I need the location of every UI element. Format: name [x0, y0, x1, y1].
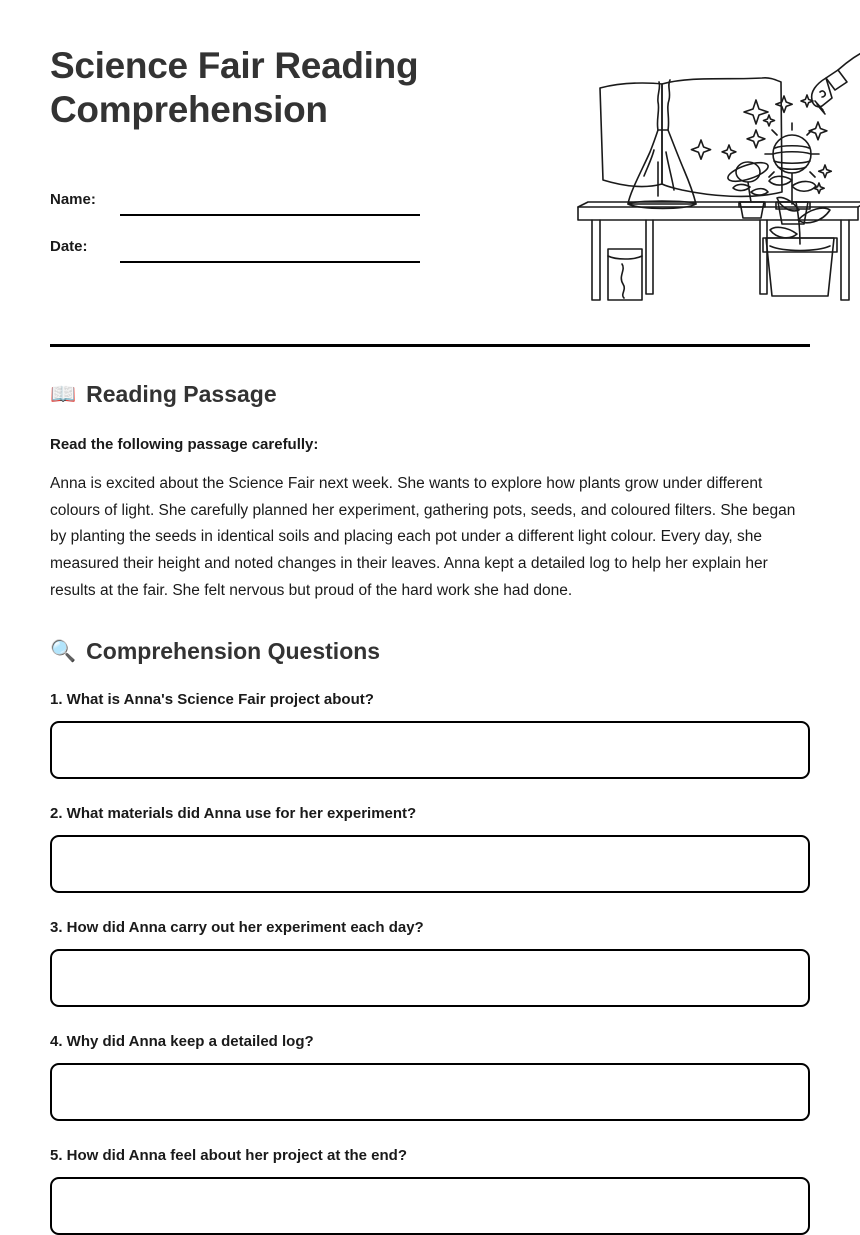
- question-text: 3. How did Anna carry out her experiment each day?: [50, 919, 424, 937]
- passage-text: Anna is excited about the Science Fair next week. She wants to explore how plants grow under different colours of light. She carefully planned her experiment, gathering pots, seeds, and coloured filters. She began by planting the seeds in identical soils and placing each pot under a different light colour. Every day, she measured their height and noted changes in their leaves. Anna kept a detailed log to help her explain her results at the fair. She felt nervous but proud of the hard work she had done.: [50, 475, 796, 599]
- answer-box[interactable]: [50, 835, 810, 893]
- answer-box[interactable]: [50, 949, 810, 1007]
- reading-instruction: Read the following passage carefully:: [50, 436, 319, 453]
- header-divider: [50, 344, 810, 347]
- page-title: Science Fair Reading Comprehension: [50, 45, 419, 131]
- reading-passage-heading: [50, 381, 810, 408]
- answer-box[interactable]: [50, 1177, 810, 1235]
- question-item: [50, 1147, 810, 1235]
- question-text: 1. What is Anna's Science Fair project about?: [50, 691, 374, 709]
- question-item: [50, 919, 810, 1007]
- date-input[interactable]: [120, 261, 420, 263]
- comprehension-questions-heading: [50, 638, 810, 665]
- open-book-icon: 📖: [50, 382, 77, 406]
- question-text: 4. Why did Anna keep a detailed log?: [50, 1033, 314, 1051]
- name-field-row: [50, 169, 470, 216]
- questions-list: [50, 691, 810, 1235]
- name-input[interactable]: [120, 214, 420, 216]
- header-text-column: [50, 44, 470, 263]
- answer-box[interactable]: [50, 721, 810, 779]
- science-fair-table-illustration: [570, 44, 860, 314]
- reading-passage-heading-label: Reading Passage: [86, 381, 277, 407]
- comprehension-questions-heading-label: Comprehension Questions: [86, 638, 381, 665]
- answer-box[interactable]: [50, 1063, 810, 1121]
- question-item: [50, 805, 810, 893]
- question-item: [50, 1033, 810, 1121]
- name-field-label: Name:: [50, 190, 96, 208]
- date-field-label: Date:: [50, 237, 88, 255]
- magnifying-glass-icon: 🔍: [50, 639, 77, 664]
- worksheet-header: [50, 0, 810, 300]
- date-field-row: [50, 216, 470, 263]
- student-fields: [50, 169, 470, 263]
- question-item: [50, 691, 810, 779]
- question-text: 2. What materials did Anna use for her experiment?: [50, 805, 417, 823]
- question-text: 5. How did Anna feel about her project at the end?: [50, 1147, 407, 1165]
